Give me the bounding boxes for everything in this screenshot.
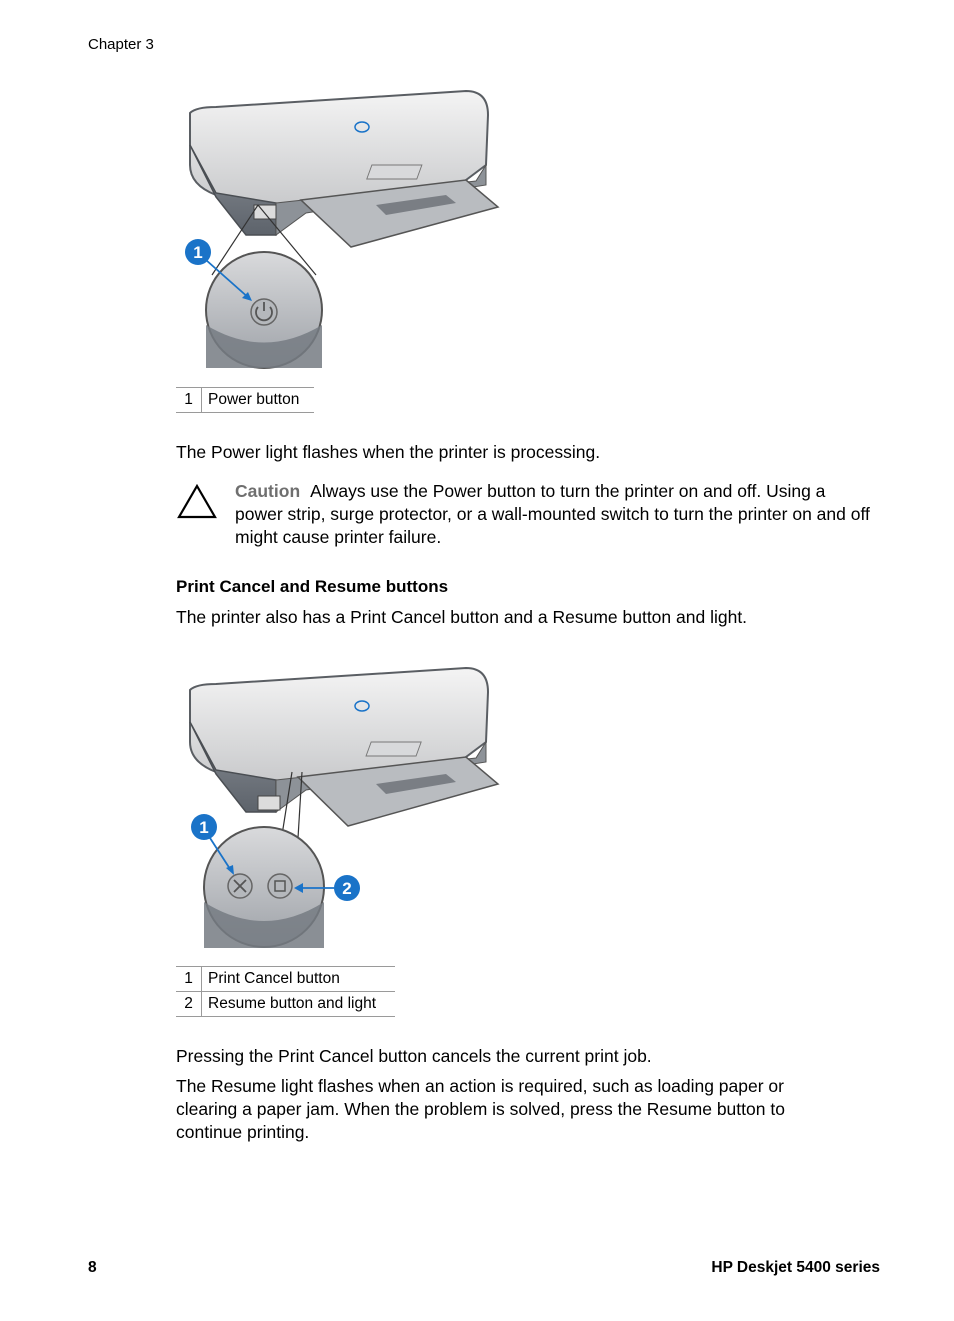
caution-label: Caution (235, 481, 301, 501)
callout-number: 1 (176, 388, 202, 413)
table-row (176, 967, 395, 992)
paragraph-resume-light: The Resume light flashes when an action is required, such as loading paper or clearing a paper jam. When the problem is solved, press the Resume button to continue printing. (176, 1076, 785, 1142)
caution-warning-icon (176, 484, 218, 520)
printer-illustration-power (176, 85, 506, 375)
callout-marker-1: 1 (193, 243, 203, 262)
callout-number: 2 (176, 992, 202, 1017)
callout-marker-1: 1 (199, 818, 209, 837)
page-number: 8 (88, 1259, 97, 1276)
chapter-header: Chapter 3 (88, 36, 154, 53)
callout-label: Resume button and light (202, 992, 396, 1017)
table-row (176, 992, 395, 1017)
callout-marker-2: 2 (342, 879, 352, 898)
product-name-footer: HP Deskjet 5400 series (711, 1259, 880, 1276)
callout-label: Power button (202, 388, 315, 413)
figure1-callout-table (176, 387, 314, 413)
callout-number: 1 (176, 967, 202, 992)
printer-illustration-cancel-resume (176, 660, 516, 952)
figure2-callout-table (176, 966, 395, 1017)
section-heading: Print Cancel and Resume buttons (176, 577, 449, 596)
paragraph-print-cancel: Pressing the Print Cancel button cancels the current print job. (176, 1046, 652, 1066)
caution-note (235, 480, 875, 549)
section-intro: The printer also has a Print Cancel button and a Resume button and light. (176, 607, 748, 627)
table-row (176, 388, 314, 413)
callout-label: Print Cancel button (202, 967, 396, 992)
paragraph-power-light: The Power light flashes when the printer is processing. (176, 442, 601, 462)
caution-text: Always use the Power button to turn the printer on and off. Using a power strip, surge protector, or a wall-mounted switch to turn the printer on and off might cause printer failure. (235, 481, 870, 547)
